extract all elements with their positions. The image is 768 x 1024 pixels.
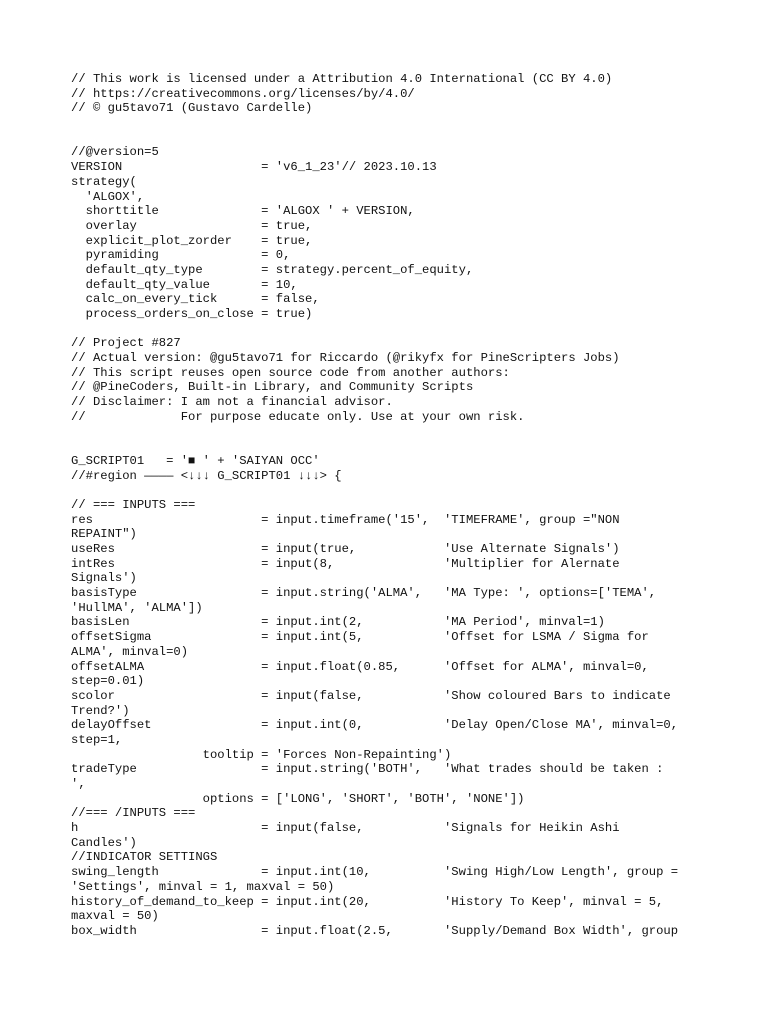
- code-line: basisType = input.string('ALMA', 'MA Type: ', options=['TEMA',: [71, 586, 657, 601]
- code-line: step=1,: [71, 732, 123, 747]
- code-line: overlay = true,: [71, 218, 313, 233]
- code-line: Trend?'): [71, 703, 130, 718]
- blank-line: [71, 483, 751, 498]
- code-line: REPAINT"): [71, 527, 137, 542]
- code-line: res = input.timeframe('15', 'TIMEFRAME', group ="NON: [71, 512, 620, 527]
- code-line: // This script reuses open source code from another authors:: [71, 365, 510, 380]
- code-line: offsetSigma = input.int(5, 'Offset for LSMA / Sigma for: [71, 630, 649, 645]
- code-line: default_qty_type = strategy.percent_of_equity,: [71, 262, 474, 277]
- code-line: calc_on_every_tick = false,: [71, 292, 320, 307]
- code-line: box_width = input.float(2.5, 'Supply/Demand Box Width', group: [71, 923, 679, 938]
- code-line: // Disclaimer: I am not a financial advisor.: [71, 395, 393, 410]
- code-line: G_SCRIPT01 = '■ ' + 'SAIYAN OCC': [71, 453, 320, 468]
- code-line: tradeType = input.string('BOTH', 'What trades should be taken :: [71, 762, 664, 777]
- blank-line: [71, 322, 751, 337]
- code-line: maxval = 50): [71, 909, 159, 924]
- code-line: // © gu5tavo71 (Gustavo Cardelle): [71, 101, 313, 116]
- code-line: explicit_plot_zorder = true,: [71, 233, 313, 248]
- code-line: //@version=5: [71, 145, 159, 160]
- code-line: delayOffset = input.int(0, 'Delay Open/Close MA', minval=0,: [71, 718, 679, 733]
- code-line: 'HullMA', 'ALMA']): [71, 600, 203, 615]
- code-line: history_of_demand_to_keep = input.int(20, 'History To Keep', minval = 5,: [71, 894, 664, 909]
- blank-line: [71, 116, 751, 131]
- code-line: pyramiding = 0,: [71, 248, 291, 263]
- code-line: ',: [71, 777, 86, 791]
- code-line: // Actual version: @gu5tavo71 for Riccardo (@rikyfx for PineScripters Jobs): [71, 351, 620, 366]
- code-line: // For purpose educate only. Use at your own risk.: [71, 409, 525, 424]
- code-line: basisLen = input.int(2, 'MA Period', minval=1): [71, 615, 605, 630]
- code-line: process_orders_on_close = true): [71, 307, 313, 321]
- code-line: //#region ———— <↓↓↓ G_SCRIPT01 ↓↓↓> {: [71, 468, 342, 483]
- code-line: // This work is licensed under a Attribution 4.0 International (CC BY 4.0): [71, 72, 613, 86]
- code-line: strategy(: [71, 174, 137, 189]
- code-line: swing_length = input.int(10, 'Swing High/Low Length', group =: [71, 865, 679, 880]
- code-line: // === INPUTS ===: [71, 497, 196, 512]
- blank-line: [71, 439, 751, 454]
- code-line: intRes = input(8, 'Multiplier for Alernate: [71, 556, 620, 571]
- code-line: tooltip = 'Forces Non-Repainting'): [71, 747, 452, 762]
- code-line: Candles'): [71, 835, 137, 850]
- code-line: Signals'): [71, 571, 137, 586]
- code-line: // https://creativecommons.org/licenses/by/4.0/: [71, 86, 415, 101]
- code-line: default_qty_value = 10,: [71, 277, 298, 292]
- code-line: //INDICATOR SETTINGS: [71, 850, 218, 865]
- code-line: VERSION = 'v6_1_23'// 2023.10.13: [71, 160, 437, 175]
- code-line: offsetALMA = input.float(0.85, 'Offset for ALMA', minval=0,: [71, 659, 649, 674]
- code-line: options = ['LONG', 'SHORT', 'BOTH', 'NONE']): [71, 791, 525, 806]
- code-line: h = input(false, 'Signals for Heikin Ashi: [71, 821, 620, 836]
- code-line: scolor = input(false, 'Show coloured Bars to indicate: [71, 688, 671, 703]
- code-line: // Project #827: [71, 336, 181, 351]
- code-line: ALMA', minval=0): [71, 644, 189, 659]
- code-document: [71, 72, 751, 939]
- code-line: // @PineCoders, Built-in Library, and Community Scripts: [71, 380, 474, 395]
- code-line: shorttitle = 'ALGOX ' + VERSION,: [71, 204, 415, 219]
- code-line: 'ALGOX',: [71, 189, 145, 204]
- blank-line: [71, 425, 751, 440]
- code-line: step=0.01): [71, 674, 145, 689]
- code-line: useRes = input(true, 'Use Alternate Signals'): [71, 542, 620, 556]
- code-line: //=== /INPUTS ===: [71, 806, 196, 821]
- blank-line: [71, 131, 751, 146]
- code-line: 'Settings', minval = 1, maxval = 50): [71, 879, 335, 894]
